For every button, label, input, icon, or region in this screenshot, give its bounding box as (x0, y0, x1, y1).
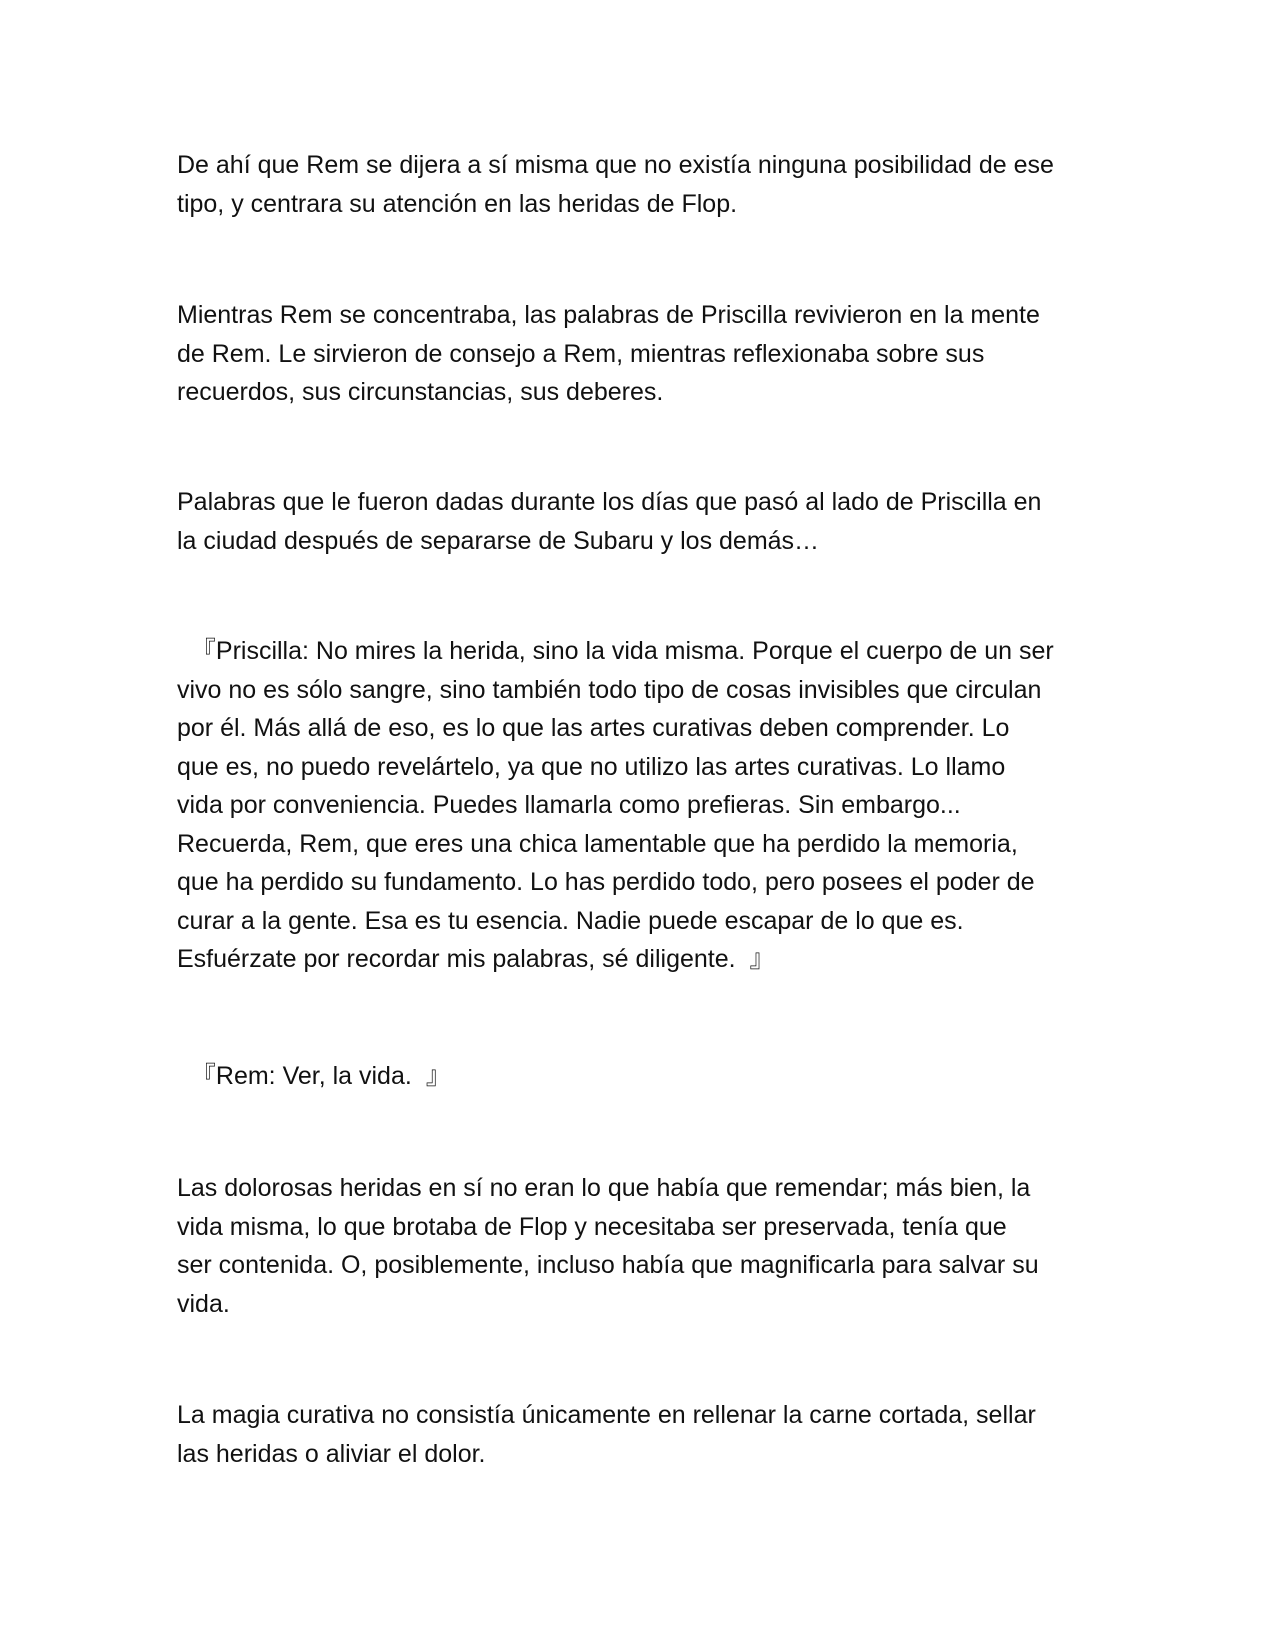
paragraph-1: De ahí que Rem se dijera a sí misma que no existía ninguna posibilidad de ese tipo, y centrara su atención en las heridas de Flop. (177, 151, 1054, 218)
paragraph-2: Mientras Rem se concentraba, las palabras de Priscilla revivieron en la mente de Rem. Le sirvieron de consejo a Rem, mientras reflexionaba sobre sus recuerdos, sus circunstancias, sus deberes. (177, 301, 1040, 406)
paragraph-6: Las dolorosas heridas en sí no eran lo que había que remendar; más bien, la vida misma, lo que brotaba de Flop y necesitaba ser preservada, tenía que ser contenida. O, posiblemente, incluso había que magnificarla para salvar su vida. (177, 1174, 1039, 1318)
paragraph-3: Palabras que le fueron dadas durante los días que pasó al lado de Priscilla en la ciudad después de separarse de Subaru y los demás… (177, 488, 1042, 555)
dialogue-priscilla: 『Priscilla: No mires la herida, sino la vida misma. Porque el cuerpo de un ser vivo no es sólo sangre, sino también todo tipo de cosas invisibles que circulan por él. Más allá de eso, es lo que las artes curativas deben comprender. Lo que es, no puedo revelártelo, ya que no utilizo las artes curativas. Lo llamo vida por conveniencia. Puedes llamarla como prefieras. Sin embargo... Recuerda, Rem, que eres una chica lamentable que ha perdido la memoria, que ha perdido su fundamento. Lo has perdido todo, pero posees el poder de curar a la gente. Esa es tu esencia. Nadie puede escapar de lo que es. Esfuérzate por recordar mis palabras, sé diligente. 』 (177, 637, 1054, 973)
paragraph-7: La magia curativa no consistía únicamente en rellenar la carne cortada, sellar las heridas o aliviar el dolor. (177, 1401, 1036, 1468)
dialogue-rem: 『Rem: Ver, la vida. 』 (177, 1062, 451, 1090)
